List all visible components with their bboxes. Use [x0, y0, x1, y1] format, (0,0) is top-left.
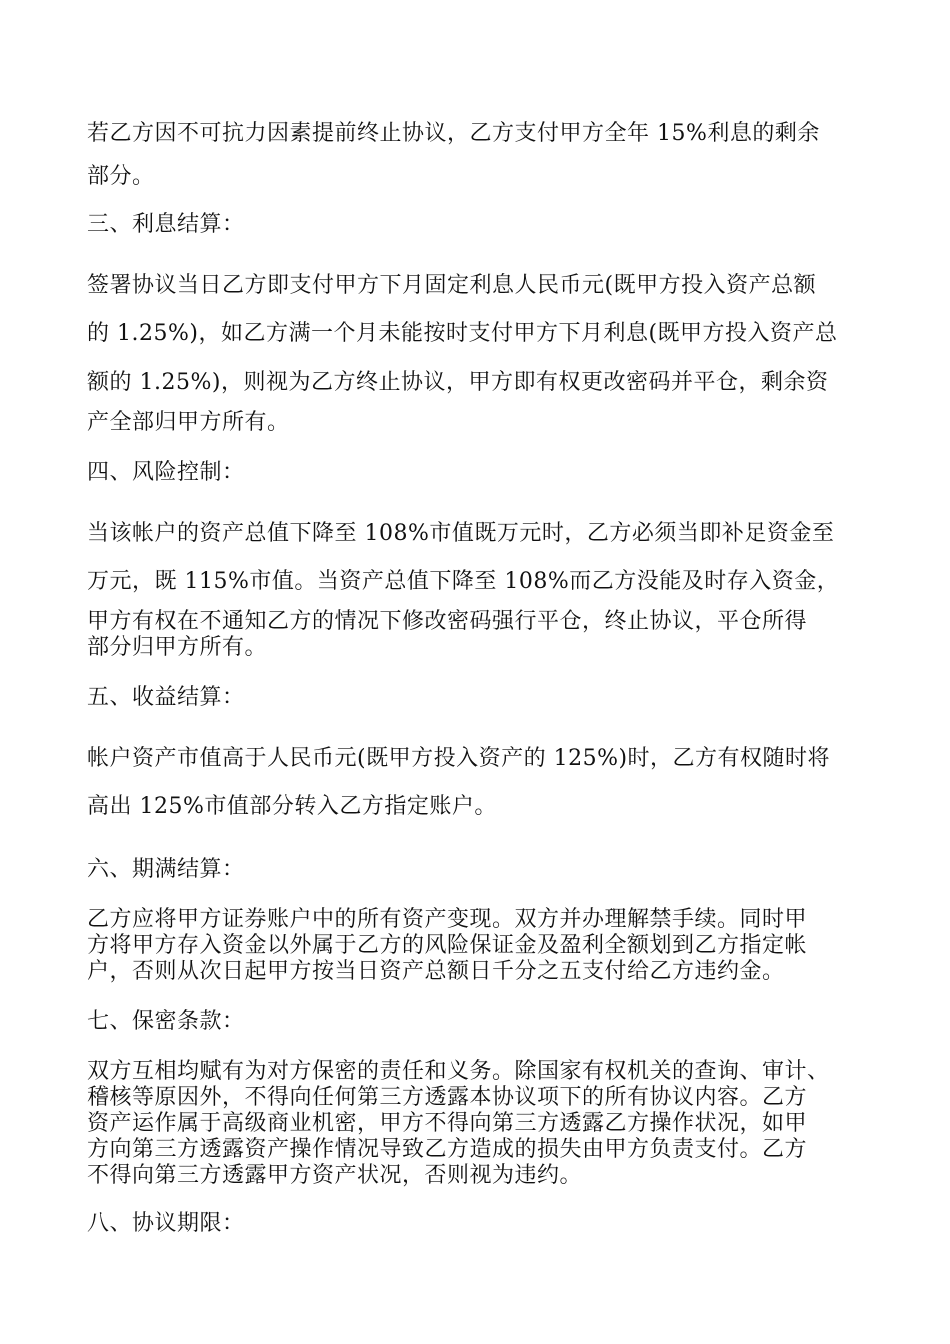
- text-line: 乙方应将甲方证券账户中的所有资产变现。双方并办理解禁手续。同时甲: [87, 907, 808, 932]
- text-line: 方将甲方存入资金以外属于乙方的风险保证金及盈利全额划到乙方指定帐: [87, 933, 808, 958]
- text-line: 户，否则从次日起甲方按当日资产总额日千分之五支付给乙方违约金。: [87, 959, 785, 984]
- text-line: 产全部归甲方所有。: [87, 410, 290, 435]
- text-line: 若乙方因不可抗力因素提前终止协议，乙方支付甲方全年 15%利息的剩余: [87, 121, 820, 146]
- section-heading: 四、风险控制：: [87, 460, 245, 485]
- text-line: 资产运作属于高级商业机密，甲方不得向第三方透露乙方操作状况，如甲: [87, 1111, 808, 1136]
- text-line: 不得向第三方透露甲方资产状况，否则视为违约。: [87, 1163, 583, 1188]
- section-heading: 五、收益结算：: [87, 685, 245, 710]
- text-line: 双方互相均赋有为对方保密的责任和义务。除国家有权机关的查询、审计、: [87, 1059, 830, 1084]
- section-heading: 八、协议期限：: [87, 1211, 245, 1236]
- text-line: 帐户资产市值高于人民币元(既甲方投入资产的 125%)时，乙方有权随时将: [87, 746, 831, 771]
- section-heading: 七、保密条款：: [87, 1009, 245, 1034]
- text-line: 稽核等原因外，不得向任何第三方透露本协议项下的所有协议内容。乙方: [87, 1085, 808, 1110]
- text-line: 甲方有权在不通知乙方的情况下修改密码强行平仓，终止协议，平仓所得: [87, 609, 808, 634]
- text-line: 额的 1.25%)，则视为乙方终止协议，甲方即有权更改密码并平仓，剩余资: [87, 370, 829, 395]
- text-line: 当该帐户的资产总值下降至 108%市值既万元时，乙方必须当即补足资金至: [87, 521, 835, 546]
- section-heading: 三、利息结算：: [87, 212, 245, 237]
- section-heading: 六、期满结算：: [87, 857, 245, 882]
- text-line: 部分。: [87, 164, 155, 189]
- text-line: 万元，既 115%市值。当资产总值下降至 108%而乙方没能及时存入资金，: [87, 569, 840, 594]
- text-line: 的 1.25%)，如乙方满一个月未能按时支付甲方下月利息(既甲方投入资产总: [87, 321, 838, 346]
- text-line: 部分归甲方所有。: [87, 635, 268, 660]
- text-line: 高出 125%市值部分转入乙方指定账户。: [87, 794, 497, 819]
- text-line: 签署协议当日乙方即支付甲方下月固定利息人民币元(既甲方投入资产总额: [87, 273, 817, 298]
- text-line: 方向第三方透露资产操作情况导致乙方造成的损失由甲方负责支付。乙方: [87, 1137, 808, 1162]
